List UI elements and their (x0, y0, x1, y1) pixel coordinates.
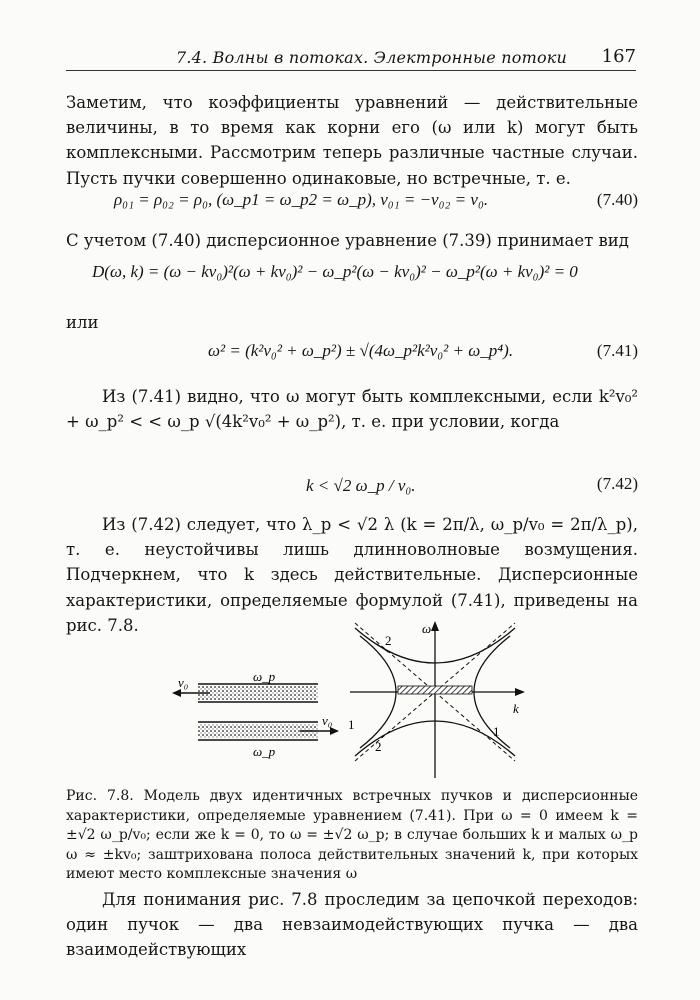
equation-7-42-body: k < √2 ω_p / v₀. (306, 476, 416, 495)
equation-7-40 (66, 190, 638, 220)
equation-7-41-body: ω² = (k²v₀² + ω_p²) ± √(4ω_p²k²v₀² + ω_p⁴). (208, 341, 514, 360)
figure-7-8 (170, 618, 530, 783)
figure-caption: Рис. 7.8. Модель двух идентичных встречных пучков и дисперсионные характеристики, определяемые уравнением (7.41). При ω = 0 имеем k = ±√2 ω_p/v₀; если же k = 0, то ω = ±√2 ω_p; в случае больших k и малых ω_p ω ≈ ±kv₀; заштрихована полоса действительных значений k, при которых имеют место комплексные значения ω (66, 788, 638, 882)
paragraph-instability: Из (7.42) следует, что λ_p < √2 λ (k = 2π/λ, ω_p/v₀ = 2π/λ_p), т. е. неустойчивы лишь длинноволновые возмущения. Подчеркнем, что k здесь действительные. Дисперсионные характеристики, определяемые формулой (7.41), приведены на рис. 7.8. (66, 515, 638, 635)
beam-top-velocity-label: v₀ (178, 675, 189, 690)
equation-7-42-number: (7.42) (596, 474, 638, 493)
curve-2-label-bottom: 2 (375, 739, 382, 754)
beam-top (198, 686, 318, 700)
k-axis-arrowhead (515, 688, 525, 696)
equation-7-40-body: ρ₀₁ = ρ₀₂ = ρ₀, (ω_p1 = ω_p2 = ω_p), v₀₁ = −v₀₂ = v₀. (114, 190, 489, 209)
figure-7-8-svg (170, 618, 530, 783)
equation-7-41 (66, 335, 638, 375)
beam-top-frequency-label: ω_p (253, 669, 276, 684)
paragraph-dispersion-intro: С учетом (7.40) дисперсионное уравнение (7.39) принимает вид (66, 231, 629, 250)
equation-7-42 (66, 462, 638, 508)
beam-bottom-arrowhead (330, 727, 339, 735)
curve-1-label-left: 1 (348, 717, 355, 732)
paragraph-complex-condition: Из (7.41) видно, что ω могут быть комплексными, если k²v₀² + ω_p² < < ω_p √(4k²v₀² + ω_p²), т. е. при условии, когда (66, 387, 638, 432)
equation-dispersion-body: D(ω, k) = (ω − kv₀)²(ω + kv₀)² − ω_p²(ω − kv₀)² − ω_p²(ω + kv₀)² = 0 (92, 262, 578, 281)
beam-bottom-velocity-label: v₀ (322, 713, 333, 728)
equation-dispersion (66, 262, 638, 292)
omega-axis-arrowhead (431, 621, 439, 631)
beam-model (172, 669, 339, 759)
unstable-band (398, 686, 472, 694)
omega-axis-label: ω (422, 621, 432, 636)
paragraph-or: или (66, 313, 99, 332)
equation-7-40-number: (7.40) (596, 190, 638, 209)
paragraph-intro: Заметим, что коэффициенты уравнений — действительные величины, в то время как корни его (ω или k) могут быть комплексными. Рассмотрим теперь различные частные случаи. Пусть пучки совершенно одинаковые, но встречные, т. е. (66, 93, 638, 188)
k-axis-label: k (513, 701, 519, 716)
page-number: 167 (601, 46, 636, 67)
beam-top-arrowhead (172, 689, 181, 697)
dispersion-plot (348, 621, 525, 778)
curve-2-label-top: 2 (385, 633, 392, 648)
equation-7-41-number: (7.41) (596, 341, 638, 360)
paragraph-chain: Для понимания рис. 7.8 проследим за цепочкой переходов: один пучок — два невзаимодействующих пучка — два взаимодействующих (66, 890, 638, 960)
beam-bottom-frequency-label: ω_p (253, 744, 276, 759)
running-head-title: 7.4. Волны в потоках. Электронные потоки (176, 48, 568, 67)
running-head (66, 46, 636, 71)
curve-1-label-right: 1 (493, 724, 500, 739)
